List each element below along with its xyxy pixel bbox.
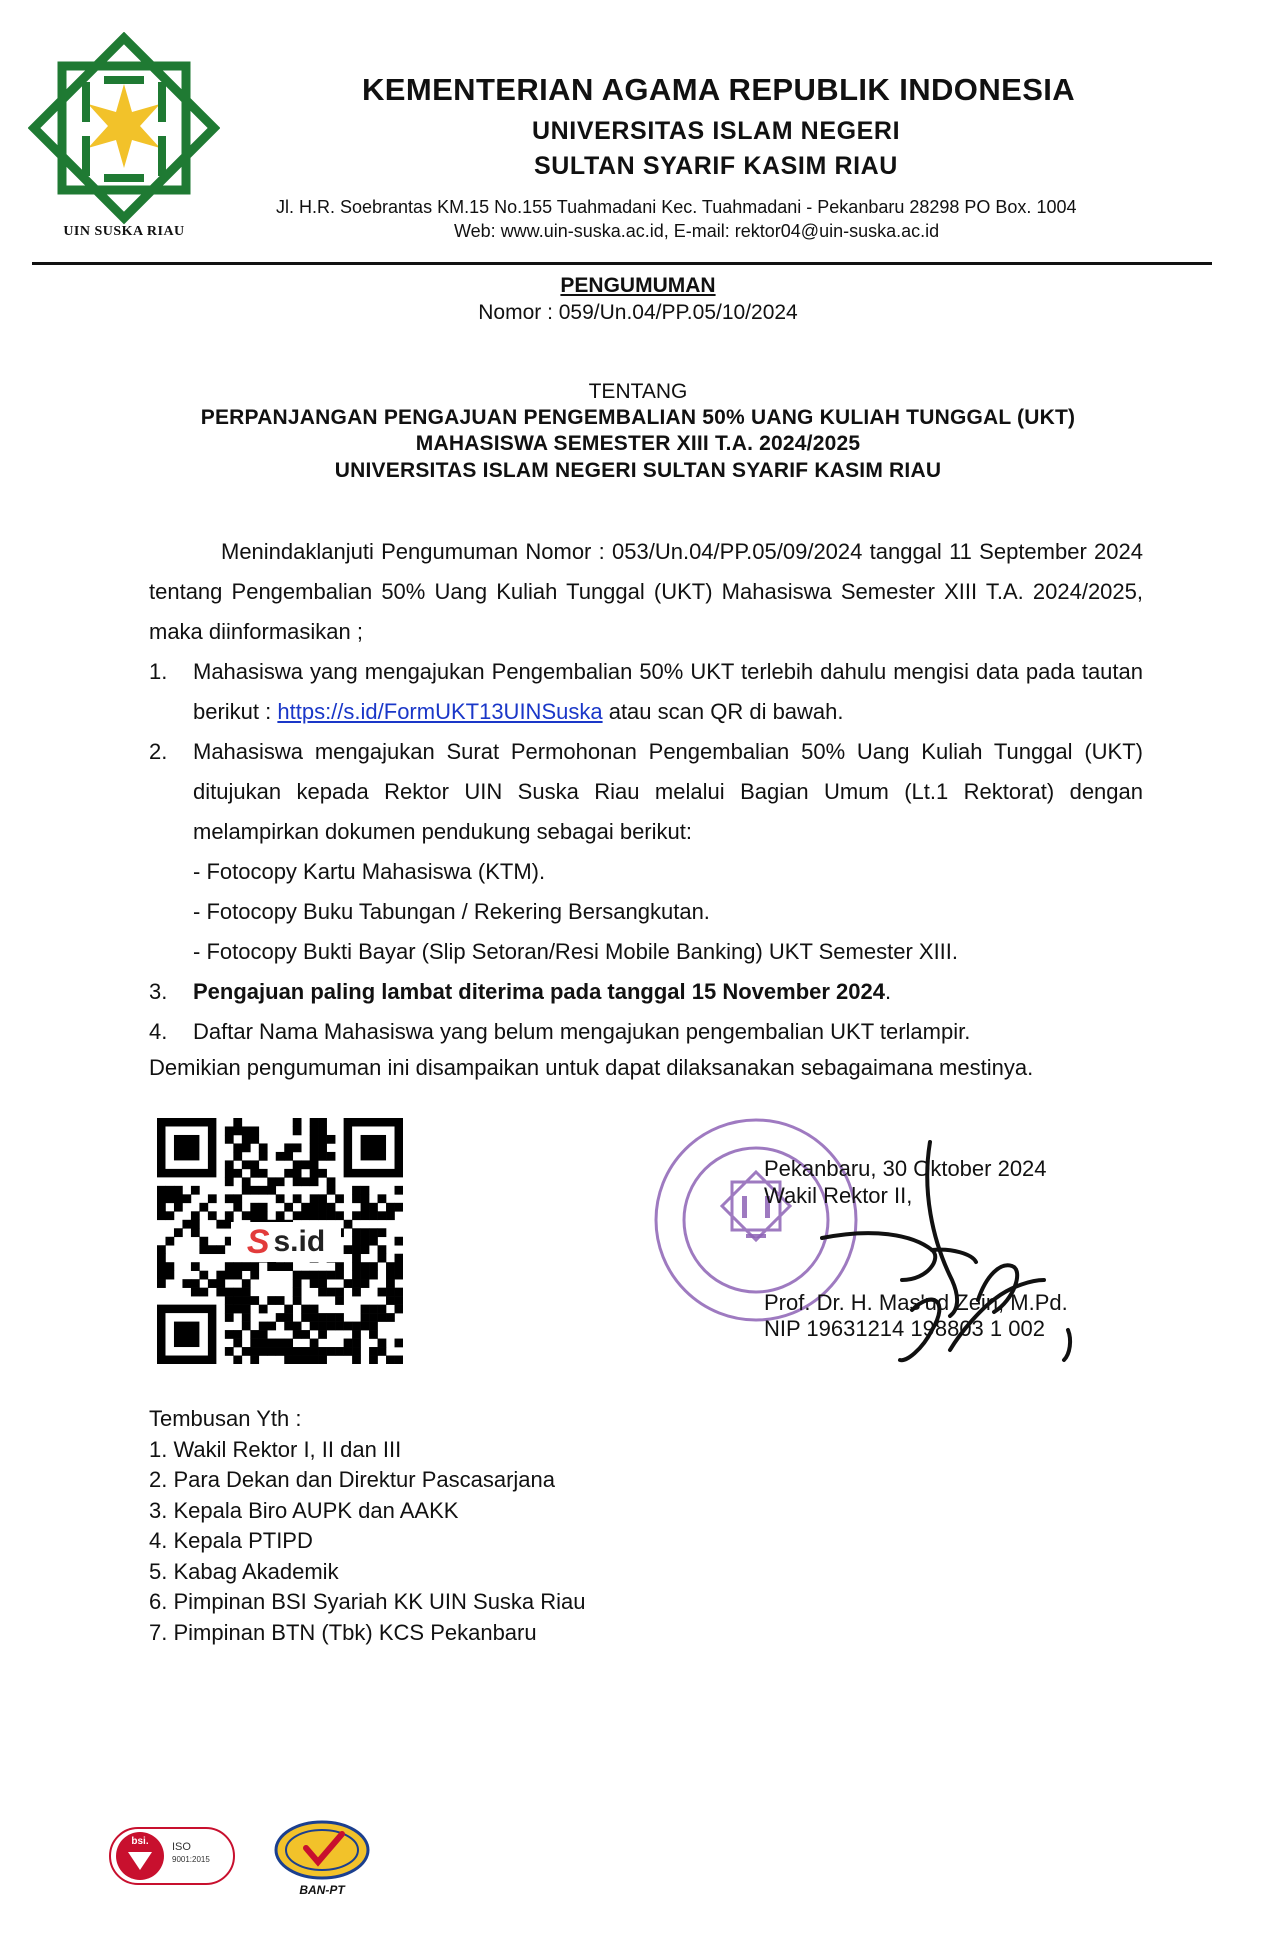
sid-label: s.id — [273, 1225, 326, 1258]
list-number: 4. — [149, 1019, 168, 1044]
ministry-name: KEMENTERIAN AGAMA REPUBLIK INDONESIA — [362, 72, 1076, 107]
subject-line-2: MAHASISWA SEMESTER XIII T.A. 2024/2025 — [415, 432, 861, 455]
letterhead-divider — [32, 262, 1212, 265]
list-item: 2. Para Dekan dan Direktur Pascasarjana — [149, 1467, 555, 1492]
closing-sentence: Demikian pengumuman ini disampaikan untuk dapat dilaksanakan sebagaimana mestinya. — [149, 1055, 1034, 1080]
list-text: Daftar Nama Mahasiswa yang belum mengajukan pengembalian UKT terlampir. — [193, 1019, 971, 1044]
sid-badge — [231, 1222, 341, 1262]
list-item — [149, 972, 1143, 1012]
svg-text:bsi.: bsi. — [131, 1836, 149, 1847]
list-item: 4. Kepala PTIPD — [149, 1528, 313, 1553]
list-item: 5. Kabag Akademik — [149, 1558, 339, 1584]
sid-logo-icon: S — [246, 1223, 270, 1261]
list-number: 1. — [149, 659, 168, 684]
deadline-text: Pengajuan paling lambat diterima pada tanggal 15 November 2024 — [193, 979, 885, 1004]
document-requirement: - Fotocopy Bukti Bayar (Slip Setoran/Resi Mobile Banking) UKT Semester XIII. — [193, 939, 959, 964]
university-name-line2: SULTAN SYARIF KASIM RIAU — [534, 152, 898, 180]
list-item: 3. Kepala Biro AUPK dan AAKK — [149, 1497, 459, 1523]
signatory-name: Prof. Dr. H. Mas'ud Zein, M.Pd. — [764, 1290, 1068, 1315]
list-text: Mahasiswa mengajukan Surat Permohonan Pengembalian 50% Uang Kuliah Tunggal (UKT) ditujukan kepada Rektor UIN Suska Riau melalui Bagian Umum (Lt.1 Rektorat) dengan melampirkan dokumen pendukung sebagai berikut: — [193, 739, 1143, 844]
svg-text:9001:2015: 9001:2015 — [172, 1855, 210, 1864]
university-web-email: Web: www.uin-suska.ac.id, E-mail: rektor04@uin-suska.ac.id — [454, 221, 940, 241]
signatory-nip: NIP 19631214 198803 1 002 — [764, 1316, 1045, 1341]
carbon-copy-section — [149, 1404, 586, 1648]
list-item — [149, 652, 1143, 732]
carbon-copy-heading: Tembusan Yth : — [149, 1406, 302, 1431]
list-item — [149, 1012, 1143, 1052]
list-item — [149, 732, 1143, 972]
signature-place-date: Pekanbaru, 30 Oktober 2024 — [764, 1156, 1047, 1181]
qr-code[interactable] — [157, 1118, 403, 1364]
subject-line-1: PERPANJANGAN PENGAJUAN PENGEMBALIAN 50% UANG KULIAH TUNGGAL (UKT) — [200, 406, 1076, 429]
document-requirement: - Fotocopy Buku Tabungan / Rekering Bersangkutan. — [193, 899, 710, 924]
carbon-copy-list — [149, 1435, 586, 1649]
document-number: Nomor : 059/Un.04/PP.05/10/2024 — [478, 301, 798, 324]
university-address: Jl. H.R. Soebrantas KM.15 No.155 Tuahmadani Kec. Tuahmadani - Pekanbaru 28298 PO Box. 1004 — [276, 197, 1077, 217]
document-heading: PENGUMUMAN — [560, 274, 716, 297]
list-number: 3. — [149, 979, 168, 1004]
list-text-tail: atau scan QR di bawah. — [602, 699, 844, 724]
svg-text:BAN-PT: BAN-PT — [299, 1883, 345, 1897]
university-logo — [28, 32, 220, 239]
announcement-list — [149, 652, 1143, 1052]
document-requirement: - Fotocopy Kartu Mahasiswa (KTM). — [193, 859, 546, 884]
intro-paragraph: Menindaklanjuti Pengumuman Nomor : 053/Un.04/PP.05/09/2024 tanggal 11 September 2024 tentang Pengembalian 50% Uang Kuliah Tunggal (UKT) Mahasiswa Semester XIII T.A. 2024/2025, maka diinformasikan ; — [149, 539, 1143, 644]
uin-suska-emblem-icon — [28, 32, 220, 230]
logo-caption: UIN SUSKA RIAU — [63, 224, 185, 239]
signatory-role: Wakil Rektor II, — [764, 1183, 913, 1208]
list-text: Mahasiswa yang mengajukan Pengembalian 50% UKT terlebih dahulu mengisi data pada tautan berikut : — [193, 659, 1143, 724]
list-text-tail: . — [885, 979, 892, 1004]
list-item: 1. Wakil Rektor I, II dan III — [149, 1436, 402, 1462]
svg-text:ISO: ISO — [172, 1841, 191, 1853]
list-item: 6. Pimpinan BSI Syariah KK UIN Suska Riau — [149, 1589, 586, 1614]
about-label: TENTANG — [588, 380, 688, 403]
ban-pt-accreditation-logo — [272, 1818, 372, 1898]
iso-certification-logo — [108, 1826, 236, 1886]
list-number: 2. — [149, 739, 168, 764]
subject-line-3: UNIVERSITAS ISLAM NEGERI SULTAN SYARIF KASIM RIAU — [334, 459, 942, 482]
list-item: 7. Pimpinan BTN (Tbk) KCS Pekanbaru — [149, 1619, 537, 1645]
university-name-line1: UNIVERSITAS ISLAM NEGERI — [532, 117, 901, 145]
form-link[interactable]: https://s.id/FormUKT13UINSuska — [277, 699, 603, 724]
